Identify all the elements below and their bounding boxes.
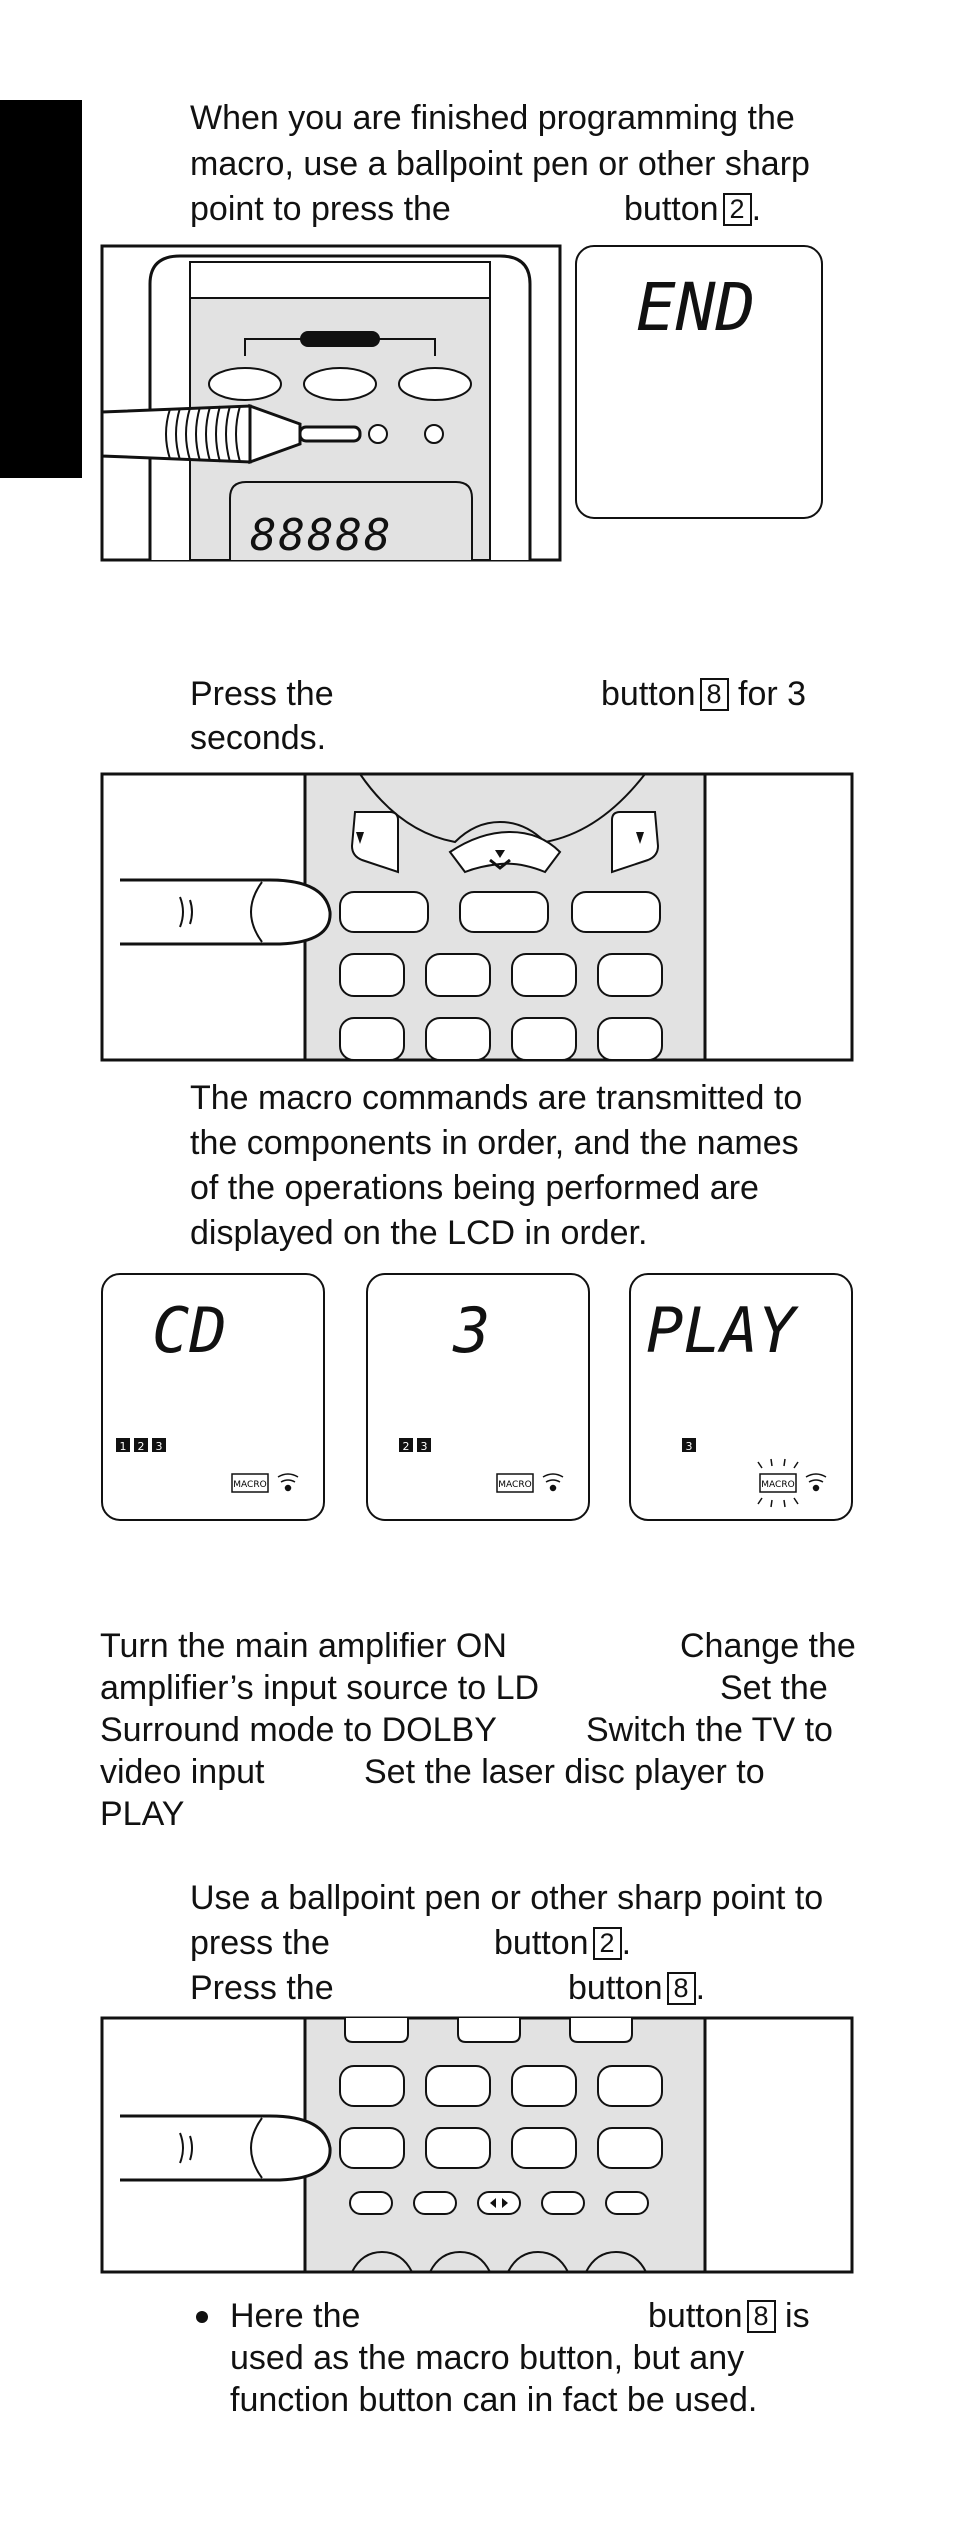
- para1-line3-end: button 2 .: [624, 190, 762, 228]
- digit: 3: [685, 1440, 693, 1453]
- figure-pen-remote: [100, 244, 562, 562]
- para5-line3-end: button 8 .: [568, 1969, 706, 2007]
- macro-badge: MACRO: [498, 1480, 532, 1490]
- para1-line3: point to press the: [190, 190, 451, 228]
- macro-badge: MACRO: [761, 1480, 795, 1490]
- lcd-end-text: END: [636, 269, 756, 346]
- digit: 2: [402, 1440, 410, 1453]
- key-2: 2: [593, 1927, 622, 1960]
- para2-line2: seconds.: [190, 719, 327, 757]
- lcd-play-text: PLAY: [646, 1294, 796, 1367]
- section-tab: [0, 100, 82, 478]
- para5-line3: Press the: [190, 1969, 334, 2007]
- para3-line4: displayed on the LCD in order.: [190, 1214, 648, 1252]
- digit: 2: [137, 1440, 145, 1453]
- para3-line2: the components in order, and the names: [190, 1124, 799, 1162]
- para2-line1-end: button 8 for 3: [601, 675, 807, 713]
- note-line1-end: button 8 is: [648, 2297, 810, 2335]
- para5-line1: Use a ballpoint pen or other sharp point to: [190, 1879, 824, 1917]
- lcd-3-text: 3: [453, 1294, 491, 1367]
- lcd-cd-text: CD: [152, 1294, 227, 1367]
- para2-line1: Press the: [190, 675, 334, 713]
- lcd-panel-cd: [100, 1272, 326, 1522]
- bullet-icon: [196, 2311, 208, 2323]
- para4-line3a: Surround mode to DOLBY: [100, 1711, 497, 1749]
- key-8: 8: [700, 678, 729, 711]
- para4-line2a: amplifier’s input source to LD: [100, 1669, 540, 1707]
- figure-finger-press-1: [100, 772, 854, 1062]
- segment-display-text: 88888: [250, 510, 393, 561]
- para4-line3b: Switch the TV to: [586, 1711, 833, 1749]
- para4-line1a: Turn the main amplifier ON: [100, 1627, 507, 1665]
- para4-line5: PLAY: [100, 1795, 185, 1833]
- digit: 3: [155, 1440, 163, 1453]
- para5-line2: press the: [190, 1924, 330, 1962]
- para4-line1b: Change the: [680, 1627, 856, 1665]
- para1-line1: When you are finished programming the: [190, 99, 795, 137]
- lcd-panel-play: [628, 1272, 854, 1522]
- key-2: 2: [723, 193, 752, 226]
- key-8: 8: [747, 2300, 776, 2333]
- digit: 1: [119, 1440, 127, 1453]
- para3-line3: of the operations being performed are: [190, 1169, 759, 1207]
- macro-badge: MACRO: [233, 1480, 267, 1490]
- note-line1: Here the: [230, 2297, 361, 2335]
- para4-line2b: Set the: [720, 1669, 828, 1707]
- para3-line1: The macro commands are transmitted to: [190, 1079, 803, 1117]
- para4-line4b: Set the laser disc player to: [364, 1753, 765, 1791]
- lcd-panel-3: [365, 1272, 591, 1522]
- digit: 3: [420, 1440, 428, 1453]
- note-line3: function button can in fact be used.: [230, 2381, 758, 2419]
- para1-line2: macro, use a ballpoint pen or other sharp: [190, 145, 810, 183]
- key-8: 8: [667, 1972, 696, 2005]
- para4-line4a: video input: [100, 1753, 265, 1791]
- lcd-panel-end: [574, 244, 824, 520]
- note-line2: used as the macro button, but any: [230, 2339, 745, 2377]
- para5-line2-end: button 2 .: [494, 1924, 632, 1962]
- figure-finger-press-2: [100, 2016, 854, 2274]
